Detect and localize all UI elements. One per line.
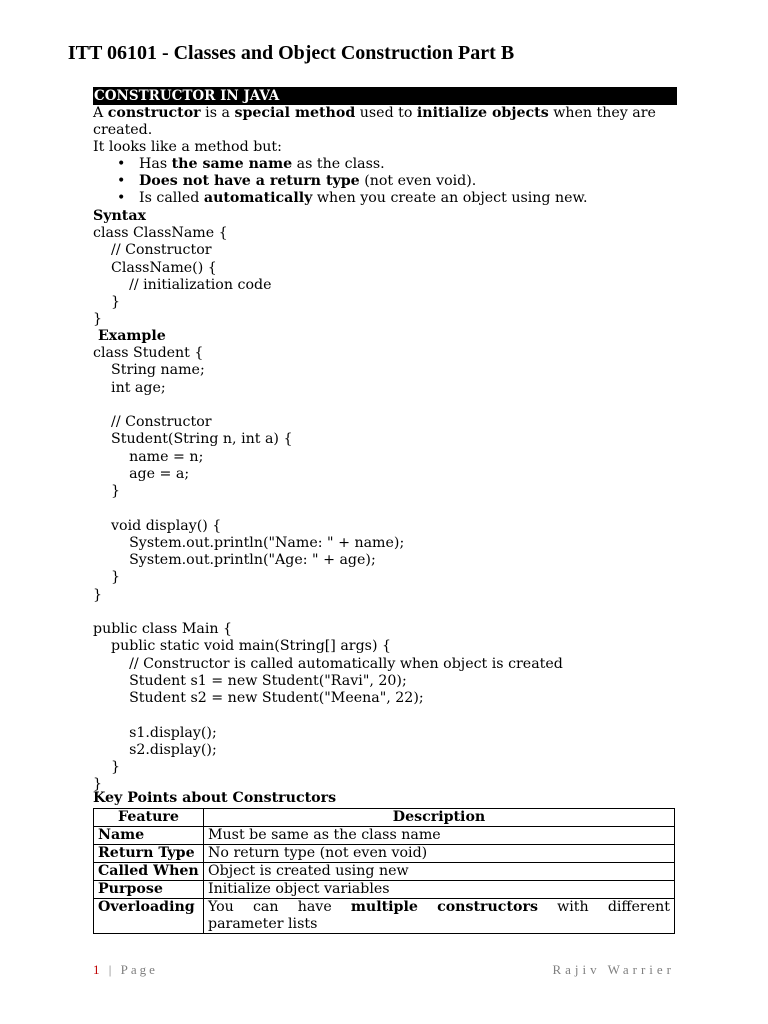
code-line: }	[93, 759, 121, 775]
code-line: void display() {	[93, 517, 222, 534]
table-cell-description: Object is created using new	[204, 863, 675, 881]
code-line: String name;	[93, 362, 205, 379]
table-cell-description	[204, 899, 675, 934]
code-line: System.out.println("Age: " + age);	[93, 552, 376, 568]
table-row	[94, 863, 675, 881]
bullet-item: Has the same name as the class.	[139, 156, 385, 172]
keypoints-table	[93, 808, 675, 934]
code-line: Student(String n, int a) {	[93, 431, 293, 448]
table-cell-feature: Purpose	[94, 881, 204, 899]
code-line: }	[93, 294, 121, 310]
section-heading: CONSTRUCTOR IN JAVA	[93, 87, 677, 105]
code-line: System.out.println("Name: " + name);	[93, 534, 405, 551]
overloading-desc-line-1: You can have multiple constructors with different	[208, 899, 670, 915]
code-line: age = a;	[93, 465, 190, 482]
keypoints-label: Key Points about Constructors	[93, 790, 337, 806]
table-cell-feature: Name	[94, 827, 204, 845]
table-row	[94, 845, 675, 863]
table-row	[94, 881, 675, 899]
table-cell-feature: Return Type	[94, 845, 204, 863]
intro-line-2: created.	[93, 122, 153, 138]
table-header-feature: Feature	[94, 809, 204, 827]
code-line: Student s1 = new Student("Ravi", 20);	[93, 672, 407, 689]
bullet-marker: •	[117, 156, 126, 172]
code-line: // Constructor is called automatically when object is created	[93, 655, 563, 672]
intro-line-1: A constructor is a special method used to initialize objects when they are	[93, 105, 656, 121]
code-line: // Constructor	[93, 242, 212, 259]
page-title: ITT 06101 - Classes and Object Construction Part B	[67, 42, 515, 64]
code-line: s2.display();	[93, 741, 217, 758]
code-line: }	[93, 569, 121, 586]
code-line: name = n;	[93, 448, 204, 465]
code-line: s1.display();	[93, 724, 217, 741]
overloading-desc-line-2: parameter lists	[208, 916, 318, 932]
bullet-marker: •	[117, 190, 126, 206]
code-line: public static void main(String[] args) {	[93, 638, 392, 655]
code-line: }	[93, 311, 103, 328]
footer-page-number: 1 | Page	[93, 962, 158, 977]
code-line: // initialization code	[93, 276, 272, 293]
bullet-item: Is called automatically when you create an object using new.	[139, 190, 588, 206]
table-row	[94, 827, 675, 845]
example-label: Example	[93, 328, 166, 344]
table-cell-feature: Overloading	[94, 899, 204, 934]
syntax-label: Syntax	[93, 208, 147, 224]
bullet-marker: •	[117, 173, 126, 189]
footer-author: Rajiv Warrier	[552, 962, 675, 977]
table-row	[94, 899, 675, 934]
table-cell-description: No return type (not even void)	[204, 845, 675, 863]
table-cell-feature: Called When	[94, 863, 204, 881]
intro-line-3: It looks like a method but:	[93, 139, 282, 155]
code-line: public class Main {	[93, 621, 233, 637]
table-header-description: Description	[204, 809, 675, 827]
code-line: ClassName() {	[93, 259, 217, 276]
code-line: // Constructor	[93, 414, 212, 430]
code-line: class ClassName {	[93, 225, 228, 241]
code-line: int age;	[93, 379, 166, 396]
code-line: class Student {	[93, 345, 204, 361]
code-line: Student s2 = new Student("Meena", 22);	[93, 690, 424, 706]
code-line: }	[93, 776, 103, 793]
table-header-row	[94, 809, 675, 827]
bullet-item: Does not have a return type (not even void).	[139, 173, 477, 189]
code-line: }	[93, 586, 103, 603]
table-cell-description: Initialize object variables	[204, 881, 675, 899]
table-cell-description: Must be same as the class name	[204, 827, 675, 845]
code-line: }	[93, 483, 121, 499]
